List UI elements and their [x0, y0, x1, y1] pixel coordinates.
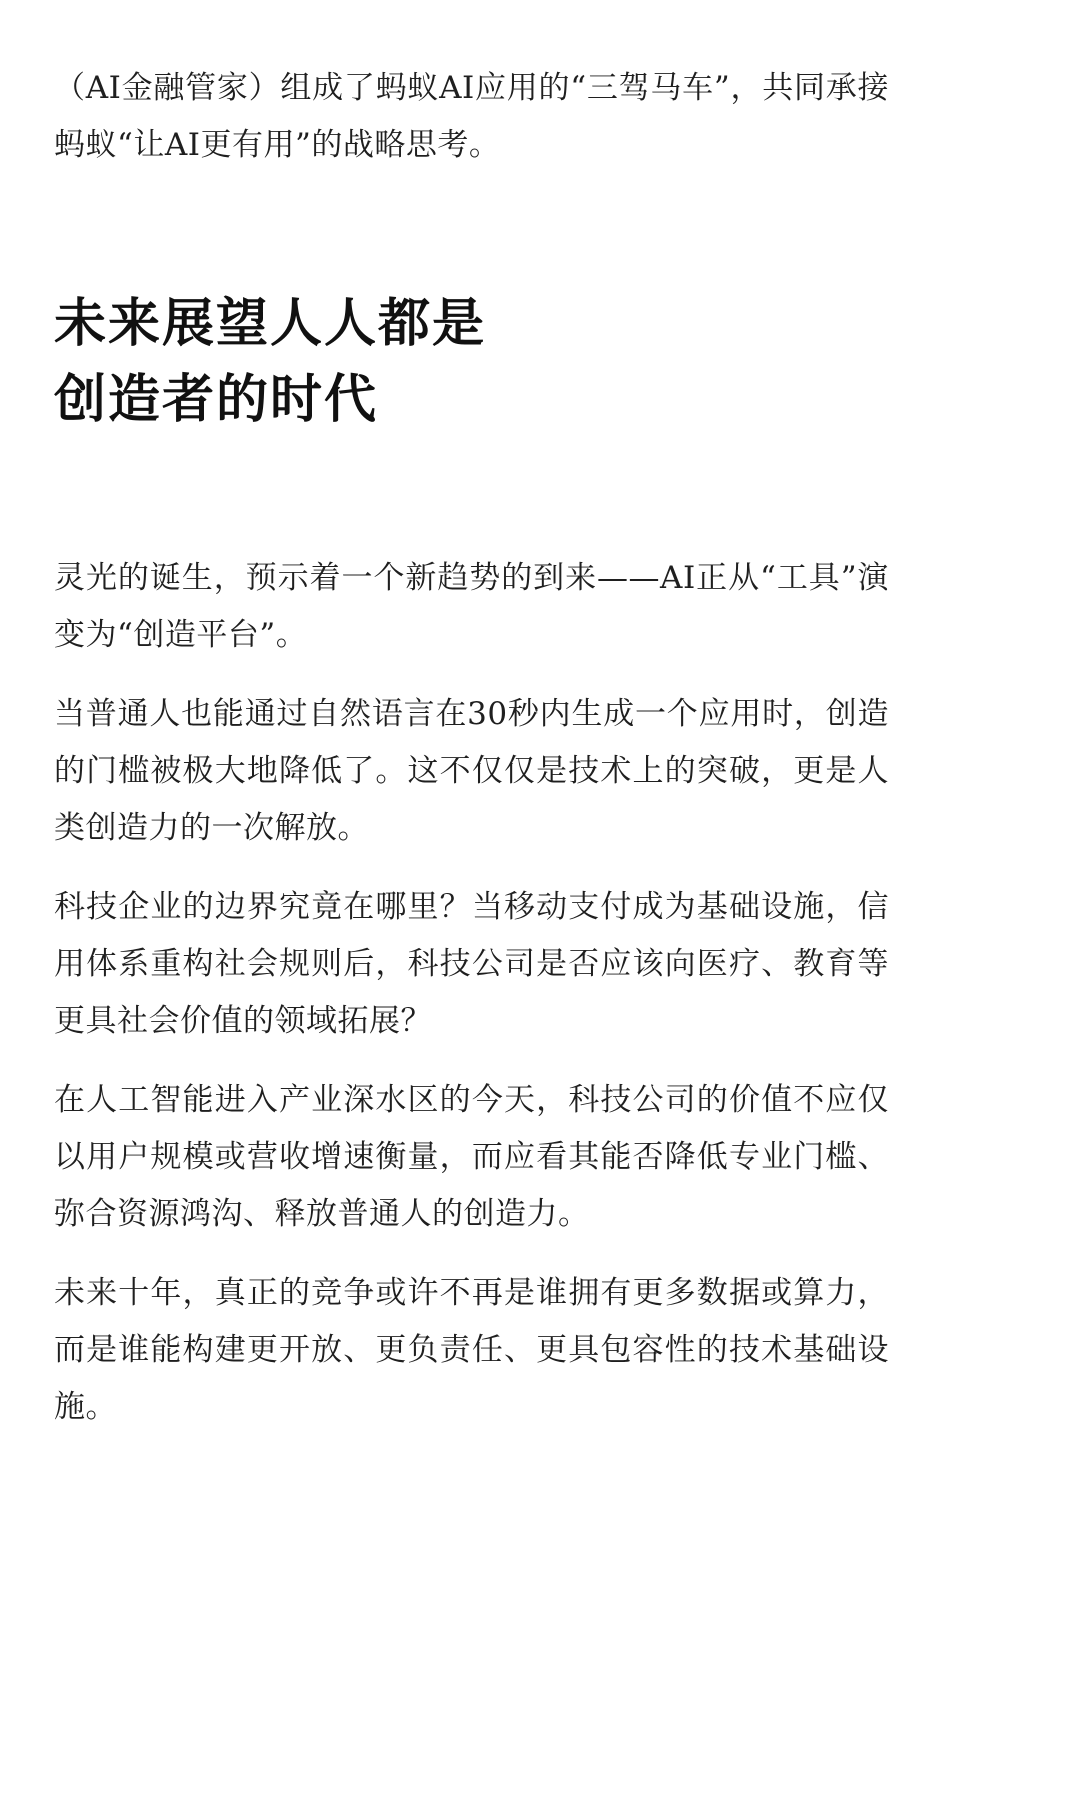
body-paragraph: 在人工智能进入产业深水区的今天，科技公司的价值不应仅以用户规模或营收增速衡量，而应看其能否降低专业门槛、弥合资源鸿沟、释放普通人的创造力。 [54, 1082, 889, 1232]
body-paragraph: 科技企业的边界究竟在哪里？当移动支付成为基础设施，信用体系重构社会规则后，科技公司是否应该向医疗、教育等更具社会价值的领域拓展？ [54, 889, 889, 1039]
section-heading [54, 286, 889, 438]
section-heading-line-1: 未来展望人人都是 [54, 294, 487, 354]
section-heading-line-2: 创造者的时代 [54, 370, 379, 430]
body-paragraph: 灵光的诞生，预示着一个新趋势的到来——AI正从“工具”演变为“创造平台”。 [54, 560, 889, 653]
intro-paragraph: （AI金融管家）组成了蚂蚁AI应用的“三驾马车”，共同承接蚂蚁“让AI更有用”的战略思考。 [54, 70, 889, 163]
body-paragraph: 未来十年，真正的竞争或许不再是谁拥有更多数据或算力，而是谁能构建更开放、更负责任、更具包容性的技术基础设施。 [54, 1275, 889, 1425]
body-paragraph: 当普通人也能通过自然语言在30秒内生成一个应用时，创造的门槛被极大地降低了。这不仅仅是技术上的突破，更是人类创造力的一次解放。 [54, 696, 889, 846]
